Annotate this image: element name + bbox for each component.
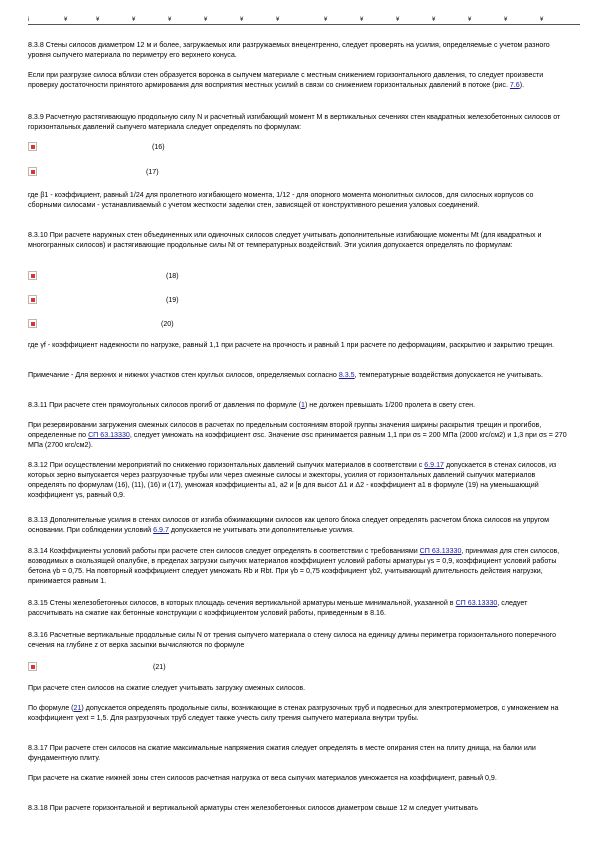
link-formula-1[interactable]: 1 (301, 401, 305, 409)
broken-image-icon (28, 295, 37, 304)
formula-number: (16) (152, 143, 165, 151)
formula-18 (28, 270, 328, 284)
formula-17 (28, 166, 328, 180)
formula-number: (17) (146, 168, 159, 176)
header-mark: ¥ (240, 17, 244, 23)
formula-19 (28, 294, 328, 308)
broken-image-icon (28, 167, 37, 176)
header-mark: ¥ (96, 17, 100, 23)
paragraph-8-3-12: 8.3.12 При осуществлении мероприятий по снижению горизонтальных давлений сыпучих материалов в соответствии с 6.9.17 допускается в стенах силосов, из которых зерно выпускается через разгрузочные трубы или через смежные силосы и эжекторы, усилия от горизонтальных давлений сыпучих материалов определять по формулам (16), (11), (16) и (17), умножая коэффициенты a1, a2 и [в для высот Δ1 и Δ2 - коэффициент a1 в формуле (19) на уменьшающий коэффициент γs, равный 0,9. (28, 461, 557, 499)
header-mark: ¥ (432, 17, 436, 23)
paragraph-8-3-11: 8.3.11 При расчете стен прямоугольных силосов прогиб от давления по формуле (1) не должен превышать 1/200 пролета в свету стен. (28, 401, 476, 409)
link-sp-63-13330[interactable]: СП 63.13330 (88, 431, 130, 439)
header-line (28, 24, 580, 25)
broken-image-icon (28, 271, 37, 280)
paragraph-8-3-13: 8.3.13 Дополнительные усилия в стенах силосов от изгиба обжимающими силосов как целого блока следует определять расчетом блока силосов на упругом основании. При соблюдении условий 6.9.7 допускается не учитывать эти дополнительные усилия. (28, 516, 549, 534)
paragraph-8-3-17-coef: При расчете на сжатие нижней зоны стен силосов расчетная нагрузка от веса сыпучих материалов умножается на коэффициент, равный 0,9. (28, 774, 497, 782)
header-mark: ¥ (324, 17, 328, 23)
header-mark: i (28, 17, 30, 23)
link-6-9-7[interactable]: 6.9.7 (153, 526, 169, 534)
formula-16 (28, 141, 328, 155)
paragraph-8-3-8-crater: Если при разгрузке силоса вблизи стен образуется воронка в сыпучем материале с местным снижением горизонтального давления, то следует произвести проверку достаточности принятого армирования для восприятия местных усилий в связи со снижением горизонтальных давлений в потоке (рис. 7.6). (28, 71, 544, 89)
paragraph-8-3-16: 8.3.16 Расчетные вертикальные продольные силы N от трения сыпучего материала о стену силоса на единицу длины периметра горизонтального поперечного сечения на глубине z от верха засыпки вычисляются по формуле (28, 631, 557, 649)
link-8-3-5[interactable]: 8.3.5 (338, 371, 355, 379)
header-mark: ¥ (64, 17, 68, 23)
formula-21 (28, 661, 328, 675)
formula-20 (28, 318, 328, 332)
formula-number: (21) (153, 663, 166, 671)
link-figure-7-6[interactable]: 7.6 (509, 81, 520, 89)
paragraph-8-3-18: 8.3.18 При расчете горизонтальной и вертикальной арматуры стен железобетонных силосов диаметром свыше 12 м следует учитывать (28, 804, 478, 812)
header-mark: ¥ (204, 17, 208, 23)
header-mark: ¥ (276, 17, 280, 23)
paragraph-8-3-10-gamma: где γf - коэффициент надежности по нагрузке, равный 1,1 при расчете на прочность и равный 1 при расчете по деформациям, раскрытию и закрытию трещин. (28, 341, 555, 349)
header-mark: ¥ (132, 17, 136, 23)
broken-image-icon (28, 319, 37, 328)
paragraph-8-3-11-reserve: При резервировании загружения смежных силосов в расчетах по предельным состояниям второй группы значения ширины раскрытия трещин и прогибов, определенные по СП 63.13330, следует умножать на коэффициент σsc. Значение σsc принимается равным 1,1 при σs = 200 МПа (2000 кгс/см2) и 1,3 при σs = 270 МПа (2700 кгс/см2). (28, 421, 567, 449)
link-sp-63-13330[interactable]: СП 63.13330 (419, 547, 462, 555)
header-rule (28, 15, 588, 27)
link-sp-63-13330[interactable]: СП 63.13330 (455, 599, 498, 607)
paragraph-8-3-17: 8.3.17 При расчете стен силосов на сжатие максимальные напряжения сжатия следует определять в месте опирания стен на плиту днища, на балки или фундаментную плиту. (28, 744, 536, 762)
header-mark: ¥ (360, 17, 364, 23)
header-mark: ¥ (504, 17, 508, 23)
paragraph-8-3-15: 8.3.15 Стены железобетонных силосов, в которых площадь сечения вертикальной арматуры меньше минимальной, указанной в СП 63.13330, следует рассчитывать на сжатие как бетонные конструкции с коэффициентом условий работы, приведенным в 8.16. (28, 599, 528, 617)
header-mark: ¥ (168, 17, 172, 23)
formula-number: (19) (166, 296, 179, 304)
header-mark: ¥ (396, 17, 400, 23)
paragraph-8-3-10: 8.3.10 При расчете наружных стен объединенных или одиночных силосов следует учитывать дополнительные изгибающие моменты Mt (для квадратных и многогранных силосов) и растягивающие продольные силы Nt от температурных воздействий. Эти усилия допускается определять по формулам: (28, 231, 542, 249)
paragraph-8-3-16-adjacent: При расчете стен силосов на сжатие следует учитывать загрузку смежных силосов. (28, 684, 306, 692)
header-mark: ¥ (468, 17, 472, 23)
paragraph-note: Примечание - Для верхних и нижних участков стен круглых силосов, определяемых согласно 8.3.5, температурные воздействия допускается не учитывать. (28, 371, 543, 379)
broken-image-icon (28, 142, 37, 151)
formula-number: (20) (161, 320, 174, 328)
paragraph-8-3-9-beta: где β1 - коэффициент, равный 1/24 для пролетного изгибающего момента, 1/12 - для опорного момента монолитных силосов, для силосных корпусов со сборными силосами - устанавливаемый с учетом жесткости заделки стен, зависящей от конструктивного решения узловых соединений. (28, 191, 534, 209)
broken-image-icon (28, 662, 37, 671)
formula-number: (18) (166, 272, 179, 280)
paragraph-8-3-8: 8.3.8 Стены силосов диаметром 12 м и более, загружаемых или разгружаемых внецентренно, следует проверять на усилия, определяемые с учетом разного уровня сыпучего материала по периметру его верхнего конуса. (28, 41, 550, 59)
header-mark: ¥ (540, 17, 544, 23)
paragraph-8-3-14: 8.3.14 Коэффициенты условий работы при расчете стен силосов следует определять в соответствии с требованиями СП 63.13330, принимая для стен силосов, возводимых в скользящей опалубке, в пределах загрузки сыпучих материалов коэффициент условий работы арматуры γs = 0,9, коэффициент условий работы бетона γb = 0,75. На повторный коэффициент следует умножать Rb и Rbt. При γb = 0,75 коэффициент γb2, учитывающий длительность действия нагрузки, принимается равным 1. (28, 547, 560, 585)
link-6-9-17[interactable]: 6.9.17 (424, 461, 444, 469)
paragraph-8-3-16-tubes: По формуле (21) допускается определять продольные силы, возникающие в стенах разгрузочных труб и подвесных для электротермометров, с умножением на коэффициент γext = 1,5. Для разгрузочных труб следует также учесть силу трения сыпучего материала внутри трубы. (28, 704, 559, 722)
link-formula-21[interactable]: 21 (73, 704, 82, 712)
paragraph-8-3-9: 8.3.9 Расчетную растягивающую продольную силу N и расчетный изгибающий момент M в вертикальных сечениях стен квадратных железобетонных силосов от горизонтальных давлений сыпучего материала следует определять по формулам: (28, 113, 561, 131)
